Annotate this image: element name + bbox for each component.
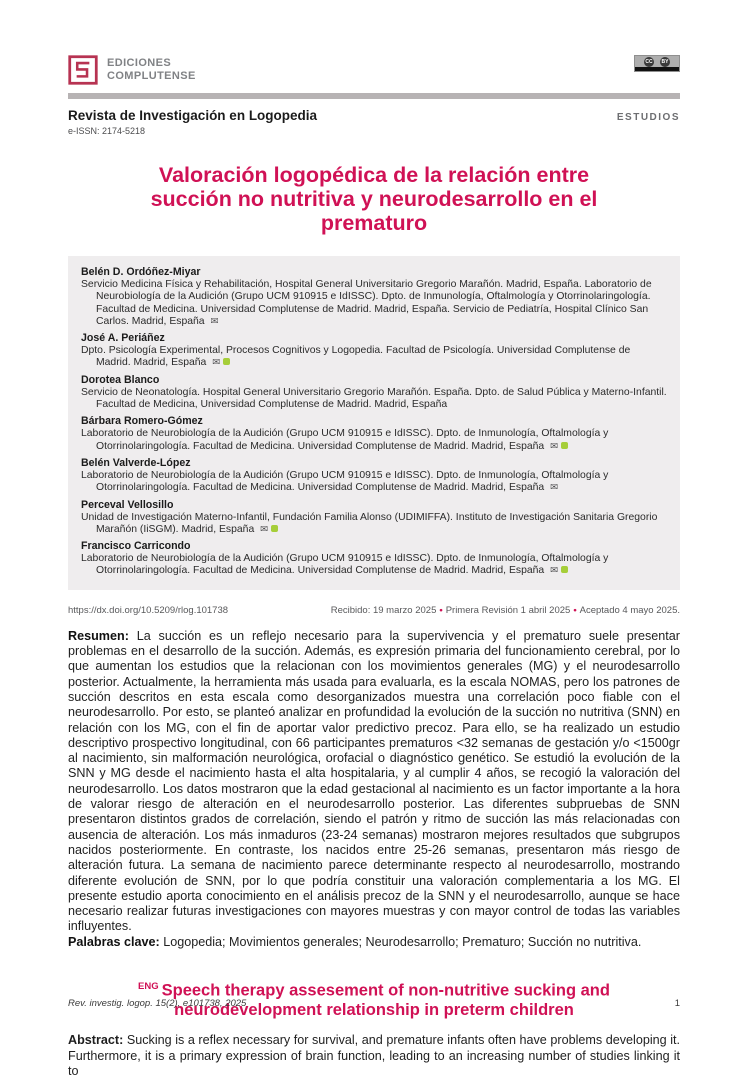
section-label: ESTUDIOS — [616, 112, 680, 123]
orcid-icon[interactable] — [223, 358, 230, 365]
author-entry — [81, 540, 667, 578]
author-name: Belén Valverde-López — [81, 456, 191, 469]
author-entry — [81, 457, 667, 495]
date-accepted: Aceptado 4 mayo 2025. — [579, 604, 680, 616]
abstract-paragraph — [68, 1033, 680, 1080]
author-affiliation: Unidad de Investigación Materno-Infantil, Fundación Familia Alonso (UDIMIFFA). Instituto de Investigación Sanitaria Gregorio Marañón (IiSGM). Madrid, España ✉ — [81, 511, 658, 535]
cc-by-icon: BY — [661, 59, 669, 65]
resumen-text: La succión es un reflejo necesario para la supervivencia y el prematuro suele presentar problemas en el desarrollo de la succión. Además, es expresión primaria del funcionamiento cerebral, por lo que aumentan los estudios que la relacionan con los movimientos generales (MG) y el neurodesarrollo posterior. Actualmente, la herramienta más usada para evaluarla, es la escala NOMAS, pero los patrones de succión descritos en esta escala como desorganizados muestra una correlación poco fiable con el neurodesarrollo. Por esto, se planteó analizar en profundidad la evolución de la succión no nutritiva (SNN) en relación con los MG, con el fin de aportar valor predictivo precoz. Para ello, se ha realizado un estudio descriptivo prospectivo longitudinal, con 66 participantes prematuros <32 semanas de gestación y/o <1500gr al nacimiento, sin malformación neurológica, orofacial o diagnóstico genético. Se estudió la evolución de la SNN y MG desde el nacimiento hasta el alta hospitalaria, y al cumplir 4 años, se recogió la valoración del neurodesarrollo. Los datos mostraron que la edad gestacional al nacimiento es un factor importante a la hora de valorar riesgo de alteración en el neurodesarrollo posterior. Las diferentes subpruebas de SNN presentaron distintos grados de correlación, siendo el patrón y ritmo de succión las más relacionadas con ausencia de alteración. Los más inmaduros (23-24 semanas) mostraron mejores resultados que subgrupos nacidos posteriormente. En contraste, los nacidos entre 25-26 semanas, presentaron más riesgo de alteración futura. La semana de nacimiento parece determinante respecto al neurodesarrollo, mostrando diferente evolución de SNN, por lo que podría constituir una valoración complementaria a los MG. El presente estudio aporta conocimiento en el análisis precoz de la SNN y el neurodesarrollo, aunque se hace necesario realizar futuras investigaciones con mayores muestras y con mayor control de todas las variables influyentes. — [68, 628, 680, 934]
cc-license-badge[interactable] — [634, 55, 680, 72]
email-icon[interactable]: ✉ — [212, 357, 221, 369]
email-icon[interactable]: ✉ — [550, 482, 559, 494]
author-entry — [81, 332, 667, 370]
author-entry — [81, 499, 667, 537]
email-icon[interactable]: ✉ — [210, 315, 219, 327]
author-entry — [81, 374, 667, 412]
author-entry — [81, 415, 667, 453]
abstract-label: Abstract: — [68, 1033, 124, 1048]
journal-eissn: e-ISSN: 2174-5218 — [68, 126, 146, 136]
abstract-text: Sucking is a reflex necessary for survival, and premature infants often have problems developing it. Furthermore, it is a primary expression of brain function, leading to an increasing number of studies linking it to — [68, 1033, 680, 1079]
author-entry — [81, 266, 667, 328]
orcid-icon[interactable] — [271, 525, 278, 532]
header-divider — [68, 93, 680, 99]
author-name: Belén D. Ordóñez-Miyar — [81, 266, 201, 278]
resumen-paragraph — [68, 629, 680, 950]
journal-title: Revista de Investigación en Logopedia — [68, 108, 318, 123]
bullet-separator: • — [439, 604, 443, 616]
author-name: Francisco Carricondo — [81, 540, 191, 553]
author-affiliation: Laboratorio de Neurobiología de la Audición (Grupo UCM 910915 e IdISSC). Dpto. de Inmunología, Oftalmología y Otorrinolaringología. Facultad de Medicina. Universidad Complutense de Madrid. Madrid, España ✉ — [81, 469, 609, 494]
author-affiliation: Dpto. Psicología Experimental, Procesos Cognitivos y Logopedia. Facultad de Psicología. Universidad Complutense de Madrid. Madrid, España ✉ — [81, 345, 631, 369]
author-name: Perceval Vellosillo — [81, 498, 174, 511]
author-name: Bárbara Romero-Gómez — [81, 415, 203, 428]
journal-row — [68, 108, 680, 123]
page-header — [68, 55, 680, 85]
doi-dates-row — [68, 605, 680, 616]
authors-box — [68, 256, 680, 590]
orcid-icon[interactable] — [561, 442, 568, 449]
title-en-text: Speech therapy assesement of non-nutritive sucking and neurodevelopment relationship in preterm children — [161, 981, 610, 1020]
author-affiliation: Servicio Medicina Física y Rehabilitación, Hospital General Universitario Gregorio Marañón. Madrid, España. Laboratorio de Neurobiología de la Audición (Grupo UCM 910915 e IdISSC). Dpto. de Inmunología, Oftalmología y Otorrinolaringología. Facultad de Medicina. Universidad Complutense de Madrid. Madrid, España. Servicio de Pediatría, Hospital Clínico San Carlos. Madrid, España ✉ — [81, 279, 652, 327]
keywords-label: Palabras clave: — [68, 934, 160, 949]
author-affiliation: Laboratorio de Neurobiología de la Audición (Grupo UCM 910915 e IdISSC). Dpto. de Inmunología, Oftalmología y Otorrinolaringología. Facultad de Medicina. Universidad Complutense de Madrid. Madrid, España ✉ — [81, 428, 609, 452]
cc-icon: CC — [645, 59, 653, 65]
publisher-name: EDICIONES COMPLUTENSE — [107, 57, 196, 82]
page-number: 1 — [674, 998, 680, 1009]
article-page — [68, 0, 680, 1080]
publisher-brand — [68, 55, 196, 85]
author-name: José A. Periáñez — [81, 332, 165, 345]
date-revision: Primera Revisión 1 abril 2025 — [445, 604, 571, 616]
keywords-text: Logopedia; Movimientos generales; Neurodesarrollo; Prematuro; Succión no nutritiva. — [159, 934, 642, 949]
email-icon[interactable]: ✉ — [550, 565, 559, 577]
keywords-line — [68, 935, 641, 949]
ediciones-complutense-logo-icon — [68, 55, 98, 85]
footer-citation: Rev. investig. logop. 15(2), e101738, 2025 — [68, 998, 247, 1009]
email-icon[interactable]: ✉ — [550, 440, 559, 452]
language-tag: ENG — [138, 980, 159, 992]
dates-line — [331, 605, 680, 616]
author-affiliation: Laboratorio de Neurobiología de la Audición (Grupo UCM 910915 e IdISSC). Dpto. de Inmunología, Oftalmología y Otorrinolaringología. Facultad de Medicina. Universidad Complutense de Madrid. Madrid, España ✉ — [81, 553, 609, 577]
bullet-separator: • — [573, 604, 577, 616]
date-received: Recibido: 19 marzo 2025 — [330, 604, 437, 616]
author-affiliation: Servicio de Neonatología. Hospital General Universitario Gregorio Marañón. España. Dpto. de Salud Pública y Materno-Infantil. Facultad de Medicina, Universidad Complutense de Madrid. Madrid, España — [81, 386, 667, 411]
email-icon[interactable]: ✉ — [260, 523, 269, 535]
article-title-es: Valoración logopédica de la relación entre succión no nutritiva y neurodesarrollo en el prematuro — [150, 163, 598, 235]
orcid-icon[interactable] — [561, 566, 568, 573]
cc-badge-strip — [635, 67, 679, 71]
doi-link[interactable]: https://dx.doi.org/10.5209/rlog.101738 — [68, 604, 229, 616]
resumen-label: Resumen: — [68, 628, 129, 643]
page-footer — [68, 998, 680, 1009]
author-name: Dorotea Blanco — [81, 373, 160, 386]
